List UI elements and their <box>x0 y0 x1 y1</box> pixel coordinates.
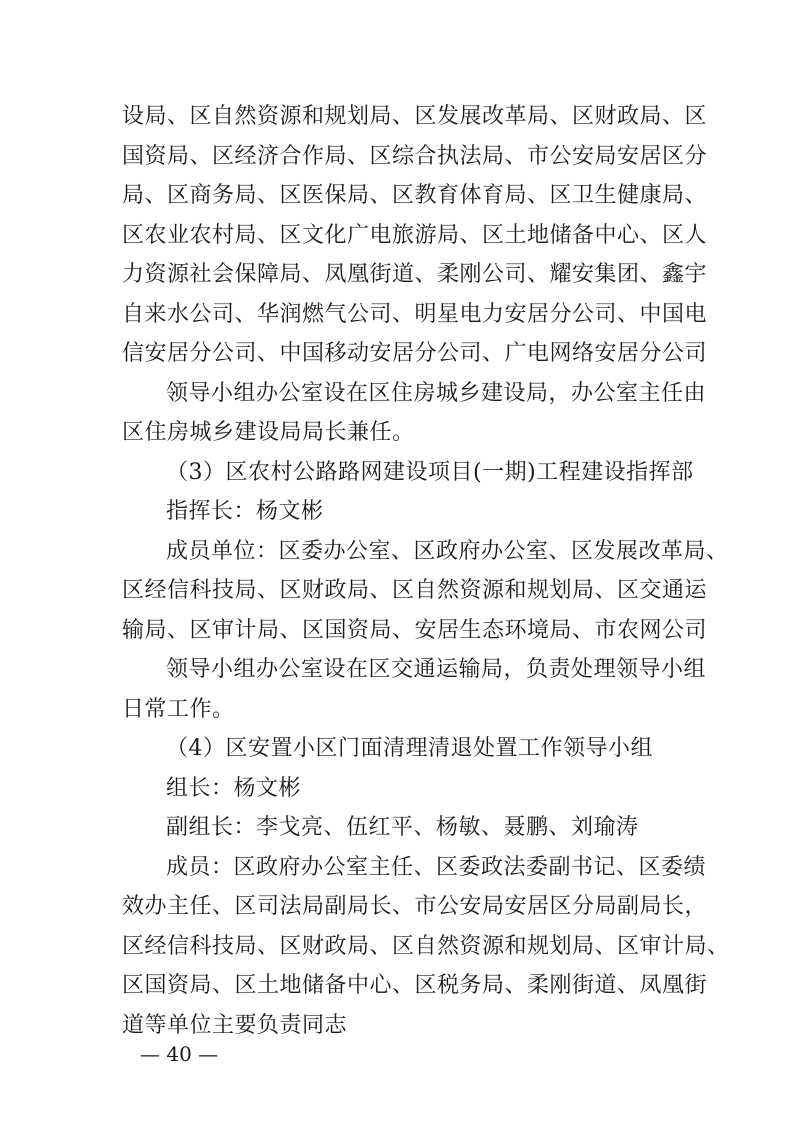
paragraph-first-line: 成员单位：区委办公室、区政府办公室、区发展改革局、 <box>166 538 729 564</box>
text-line: 效办主任、区司法局副局长、市公安局安居区分局副局长， <box>122 894 708 919</box>
commander-line: 指挥长：杨文彬 <box>166 499 324 524</box>
text-line: 道等单位主要负责同志 <box>122 1012 348 1038</box>
text-line: 国资局、区经济合作局、区综合执法局、市公安局安居区分 <box>122 143 708 169</box>
text-line: 区经信科技局、区财政局、区自然资源和规划局、区审计局、 <box>122 933 730 959</box>
text-line: 局、区商务局、区医保局、区教育体育局、区卫生健康局、 <box>122 183 708 208</box>
text-line: 输局、区审计局、区国资局、安居生态环境局、市农网公司 <box>122 617 708 643</box>
paragraph-first-line: 成员：区政府办公室主任、区委政法委副书记、区委绩 <box>166 854 707 880</box>
page-number: — 40 — <box>140 1042 219 1066</box>
text-line: 区农业农村局、区文化广电旅游局、区土地储备中心、区人 <box>122 222 708 248</box>
group-leader-line: 组长：杨文彬 <box>166 775 302 801</box>
section-heading: （3）区农村公路路网建设项目(一期)工程建设指挥部 <box>166 459 694 485</box>
paragraph-first-line: 领导小组办公室设在区住房城乡建设局，办公室主任由 <box>166 380 707 406</box>
text-line: 信安居分公司、中国移动安居分公司、广电网络安居分公司 <box>122 341 708 366</box>
text-line: 区经信科技局、区财政局、区自然资源和规划局、区交通运 <box>122 578 708 603</box>
text-line: 区国资局、区土地储备中心、区税务局、柔刚街道、凤凰街 <box>122 973 708 998</box>
text-line: 设局、区自然资源和规划局、区发展改革局、区财政局、区 <box>122 104 708 129</box>
deputy-leader-line: 副组长：李戈亮、伍红平、杨敏、聂鹏、刘瑜涛 <box>166 815 639 840</box>
section-heading: （4）区安置小区门面清理清退处置工作领导小组 <box>166 736 653 761</box>
text-line: 区住房城乡建设局局长兼任。 <box>122 420 415 445</box>
text-line: 自来水公司、华润燃气公司、明星电力安居分公司、中国电 <box>122 301 708 327</box>
paragraph-first-line: 领导小组办公室设在区交通运输局，负责处理领导小组 <box>166 657 707 682</box>
text-line: 日常工作。 <box>122 696 235 722</box>
text-line: 力资源社会保障局、凤凰街道、柔刚公司、耀安集团、鑫宇 <box>122 262 708 287</box>
